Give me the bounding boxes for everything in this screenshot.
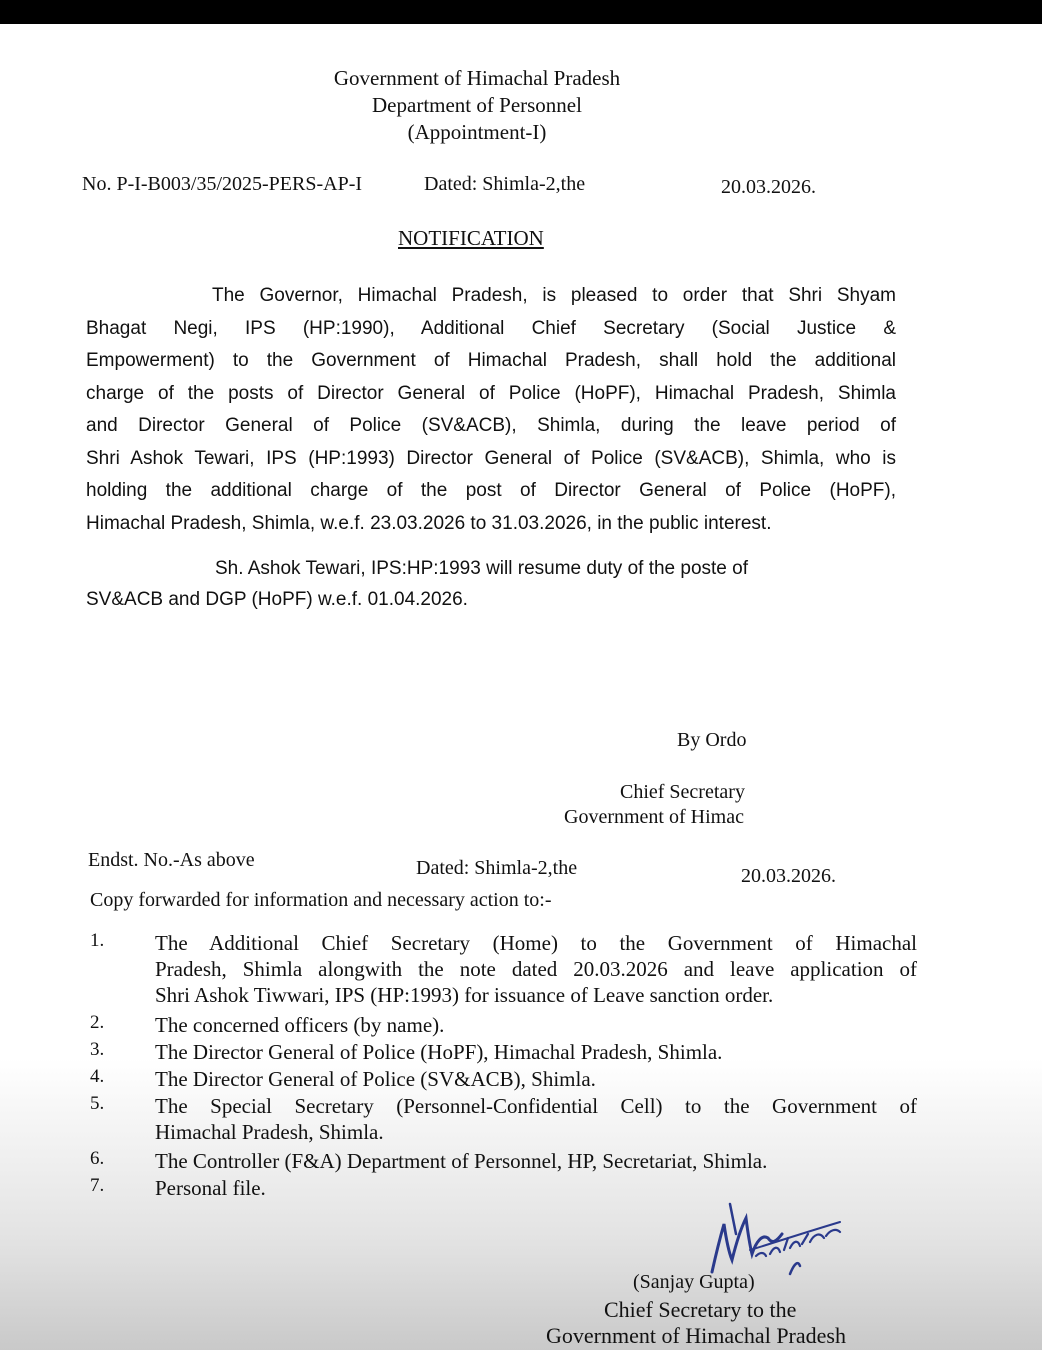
reference-dated: Dated: Shimla-2,the [424,173,586,195]
para1-line: Bhagat Negi, IPS (HP:1990), Additional Chief Secretary (Social Justice & [86,317,896,339]
para1-line: Empowerment) to the Government of Himachal Pradesh, shall hold the additional [86,350,896,371]
list-item-line: The Director General of Police (SV&ACB), Shimla. [155,1067,596,1091]
para1-line: holding the additional charge of the post of Director General of Police (HoPF), [86,480,896,501]
signatory-name: (Sanjay Gupta) [633,1271,755,1293]
list-item-number: 3. [90,1039,105,1060]
signatory-designation: Chief Secretary to the [604,1297,797,1322]
endorsement-dated: Dated: Shimla-2,the [416,857,578,879]
list-item-number: 6. [90,1148,105,1169]
govt-heading: Government of Himachal Pradesh [333,66,621,90]
list-item [155,1039,917,1065]
para1-line: The Governor, Himachal Pradesh, is pleased to order that Shri Shyam [212,285,896,306]
by-order: By Ordo [677,729,747,751]
list-item [155,1093,917,1145]
list-item-line: Personal file. [155,1176,266,1200]
para2-line-1: Sh. Ashok Tewari, IPS:HP:1993 will resume duty of the poste of [215,558,748,579]
para1-line: charge of the posts of Director General of Police (HoPF), Himachal Pradesh, Shimla [86,382,896,404]
endorsement-date: 20.03.2026. [741,865,836,887]
department-heading: Department of Personnel [372,93,582,117]
list-item [155,1066,917,1092]
list-item-number: 7. [90,1175,105,1196]
list-item-line: Himachal Pradesh, Shimla. [155,1120,384,1144]
para1-line: Shri Ashok Tewari, IPS (HP:1993) Director General of Police (SV&ACB), Shimla, who is [86,447,896,469]
endorsement-number: Endst. No.-As above [88,849,255,871]
section-heading: (Appointment-I) [407,120,547,144]
list-item-number: 1. [90,930,105,951]
signatory-government: Government of Himachal Pradesh [546,1323,846,1348]
list-item-line: Shri Ashok Tiwwari, IPS (HP:1993) for issuance of Leave sanction order. [155,983,774,1007]
list-item-line: The Special Secretary (Personnel-Confidential Cell) to the Government of [155,1094,917,1118]
list-item-line: The Additional Chief Secretary (Home) to the Government of Himachal [155,931,917,955]
reference-date: 20.03.2026. [721,176,816,198]
para1-line: and Director General of Police (SV&ACB), Shimla, during the leave period of [86,415,896,436]
list-item-number: 5. [90,1093,105,1114]
notification-paragraph-1 [86,280,896,540]
reference-number: No. P-I-B003/35/2025-PERS-AP-I [82,173,363,195]
order-designation: Chief Secretary [620,781,745,803]
list-item [155,930,917,1008]
copy-forwarded: Copy forwarded for information and necessary action to:- [90,889,552,911]
list-item-line: The concerned officers (by name). [155,1013,445,1037]
order-government: Government of Himac [564,806,744,828]
list-item-number: 2. [90,1012,105,1033]
list-item-line: Pradesh, Shimla alongwith the note dated 20.03.2026 and leave application of [155,957,917,981]
list-item [155,1012,917,1038]
list-item-number: 4. [90,1066,105,1087]
list-item-line: The Director General of Police (HoPF), Himachal Pradesh, Shimla. [155,1040,723,1064]
top-black-bar [0,0,1042,24]
notification-title: NOTIFICATION [398,226,544,250]
para1-line: Himachal Pradesh, Shimla, w.e.f. 23.03.2026 to 31.03.2026, in the public interest. [86,512,772,534]
list-item [155,1148,917,1174]
list-item-line: The Controller (F&A) Department of Personnel, HP, Secretariat, Shimla. [155,1149,768,1173]
para2-line-2: SV&ACB and DGP (HoPF) w.e.f. 01.04.2026. [86,589,468,610]
